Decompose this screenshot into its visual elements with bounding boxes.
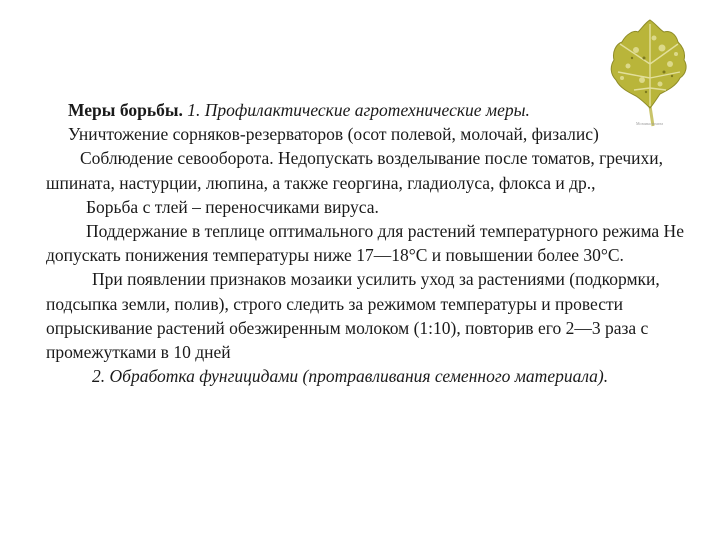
heading	[46, 98, 686, 122]
paragraph-6: 2. Обработка фунгицидами (протравливания семенного материала).	[92, 366, 609, 387]
paragraph-4: Поддержание в теплице оптимального для растений температурного режима Не допускать понижения температуры ниже 17—18°С и повышении более 30°С.	[46, 221, 684, 266]
document-body	[46, 98, 686, 388]
paragraph-2: Соблюдение севооборота. Недопускать возделывание после томатов, гречихи, шпината, настурции, люпина, а также георгина, гладиолуса, флокса и др.,	[46, 148, 664, 193]
paragraph-1: Уничтожение сорняков-резерваторов (осот полевой, молочай, физалис)	[68, 124, 599, 145]
paragraph-5: При появлении признаков мозаики усилить уход за растениями (подкормки, подсыпка земли, полив), строго следить за режимом температуры и провести опрыскивание растений обезжиренным молоком (1:10), повторив его 2—3 раза с промежутками в 10 дней	[46, 269, 660, 363]
paragraph-3: Борьба с тлей – переносчиками вируса.	[86, 196, 379, 217]
heading-bold: Меры борьбы.	[68, 100, 183, 120]
figure-caption: Мозаика томата	[636, 121, 663, 126]
heading-italic: 1. Профилактические агротехнические меры.	[187, 100, 530, 120]
